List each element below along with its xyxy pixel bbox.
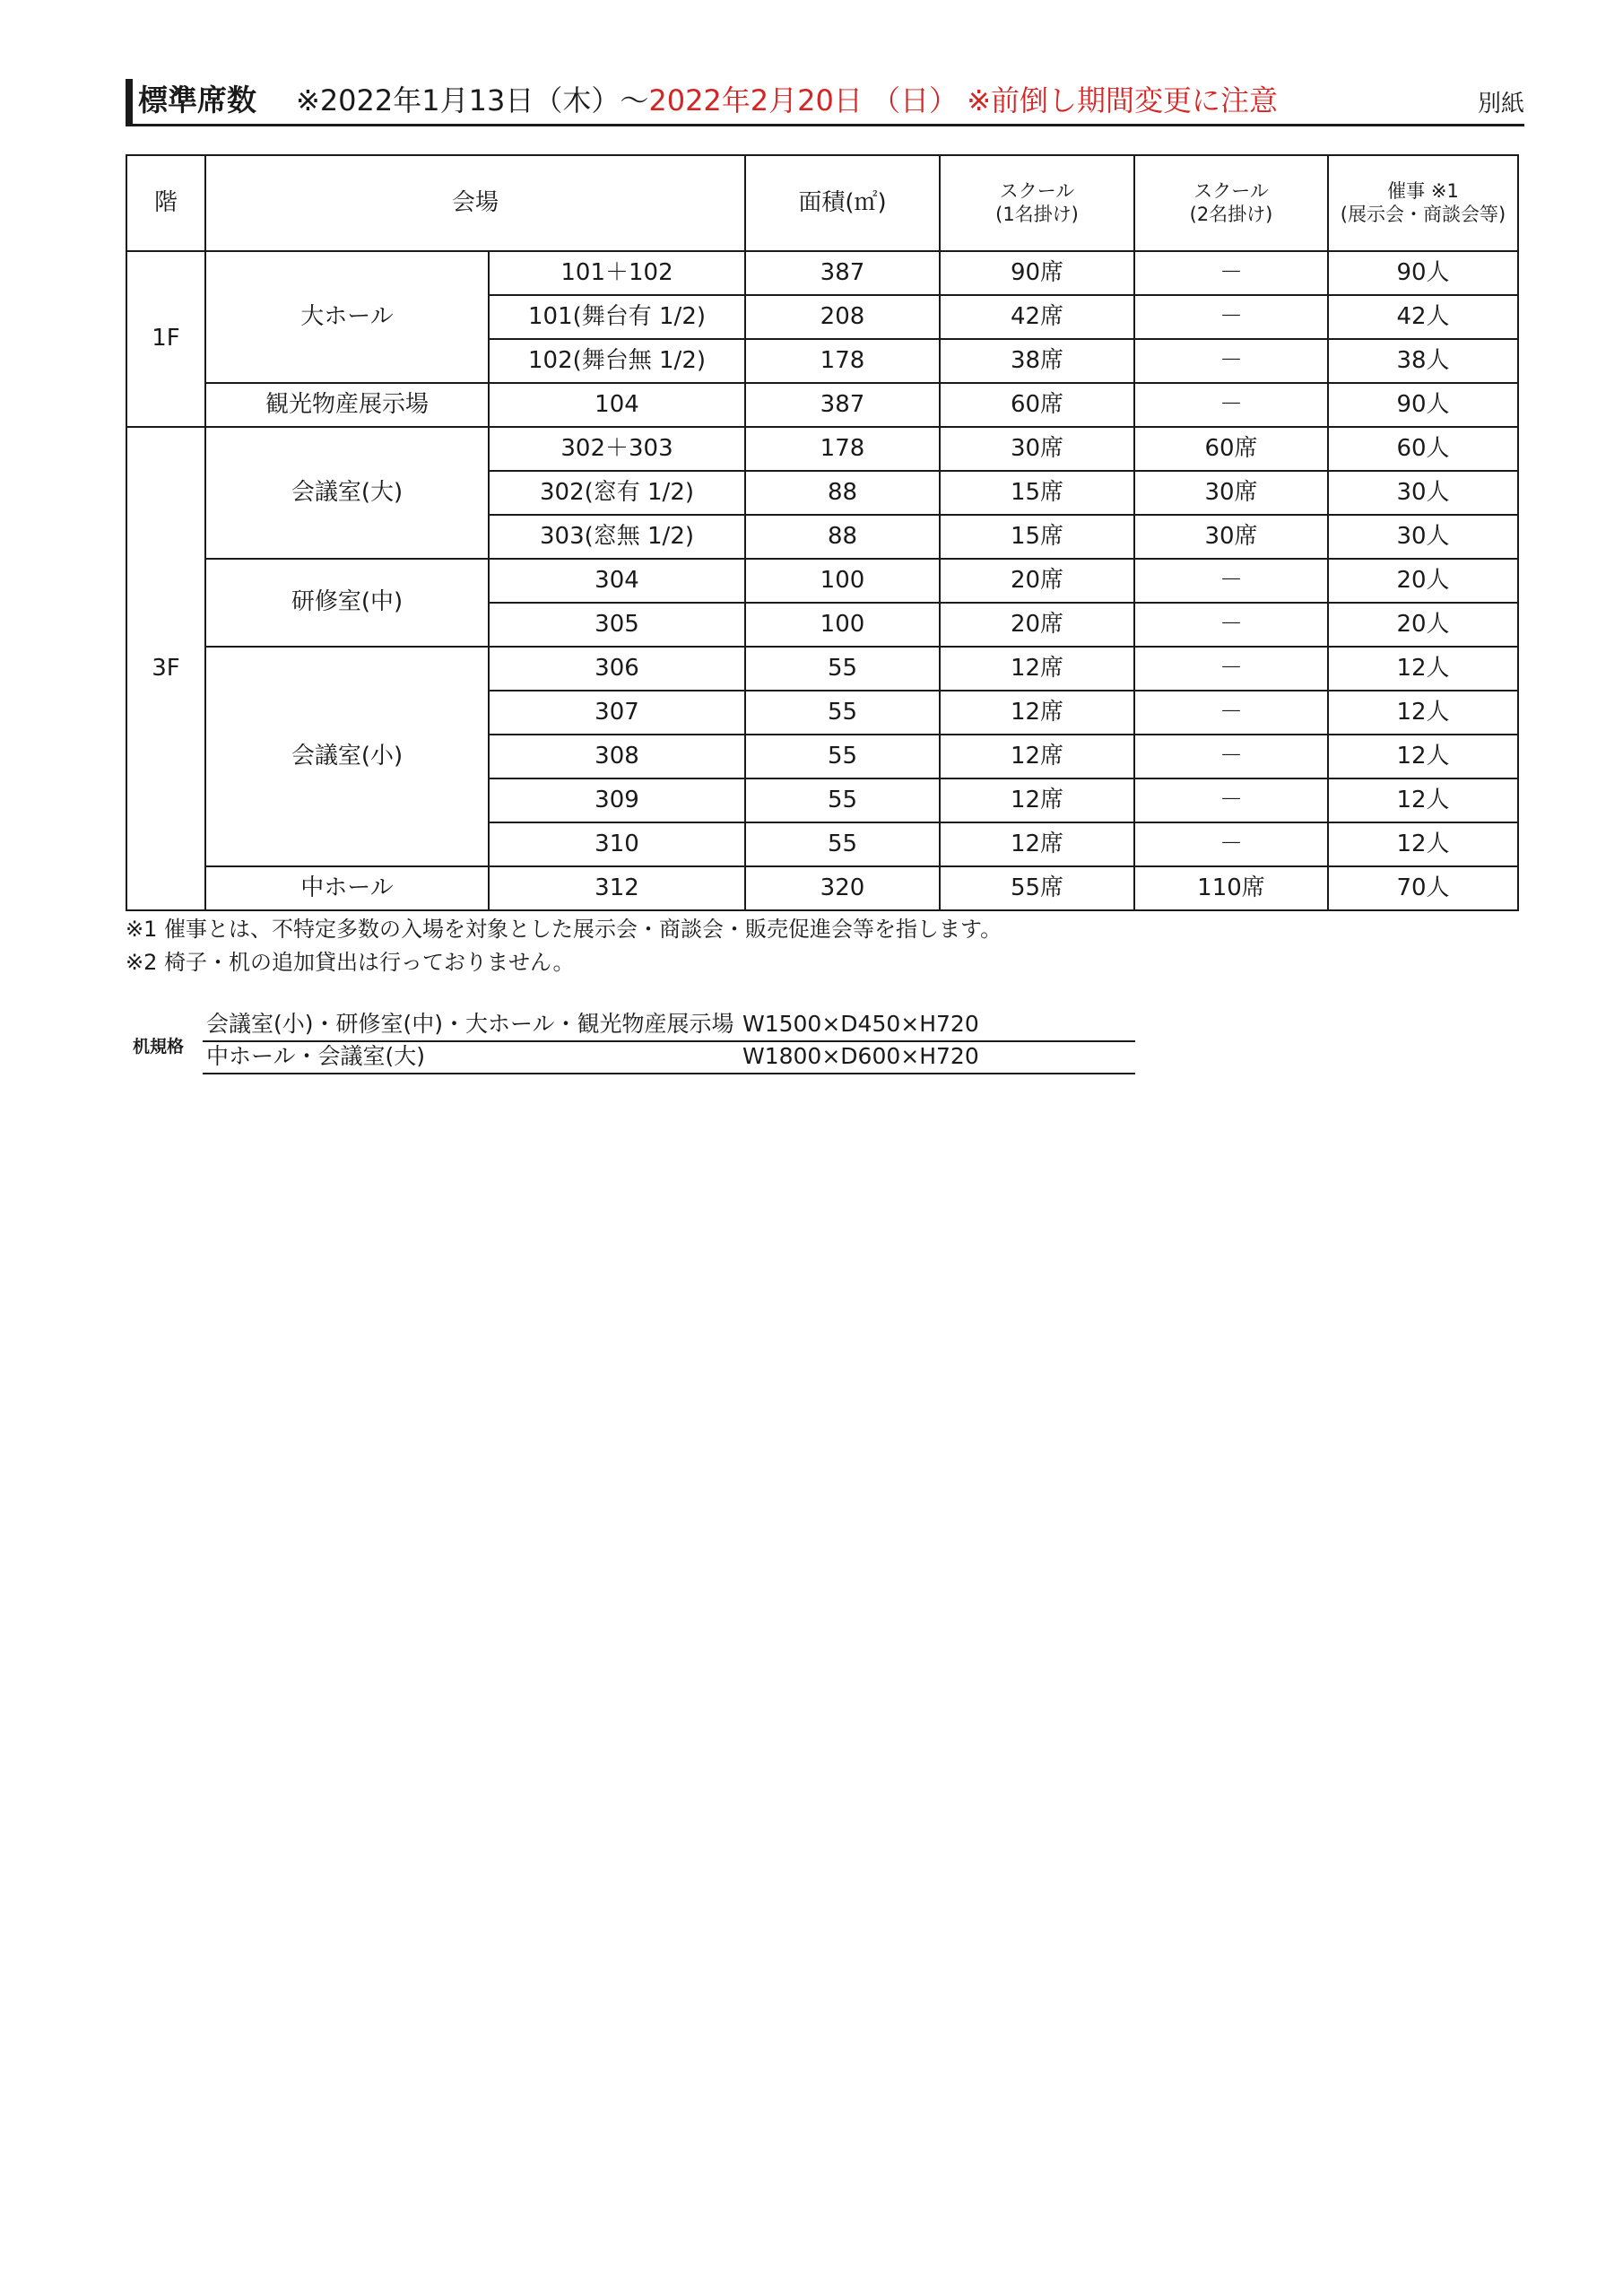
room-cell: 306 [489,647,745,691]
group-cell: 大ホール [205,251,489,383]
school1-cell: 12席 [940,735,1134,778]
area-cell: 55 [745,735,940,778]
table-row [126,427,1518,471]
school2-cell: － [1134,339,1328,383]
group-cell: 観光物産展示場 [205,383,489,427]
page-header [126,79,1524,126]
event-cell: 12人 [1328,822,1518,866]
room-cell: 101＋102 [489,251,745,295]
room-cell: 302＋303 [489,427,745,471]
area-cell: 387 [745,383,940,427]
room-cell: 305 [489,603,745,647]
footnotes [126,913,1002,979]
school2-cell: － [1134,647,1328,691]
event-cell: 12人 [1328,691,1518,735]
room-cell: 102(舞台無 1/2) [489,339,745,383]
seat-table [126,154,1519,911]
period-start: ※2022年1月13日（木）～ [296,83,649,117]
event-cell: 60人 [1328,427,1518,471]
area-cell: 178 [745,339,940,383]
school2-cell: 110席 [1134,866,1328,910]
school1-cell: 12席 [940,778,1134,822]
event-cell: 12人 [1328,647,1518,691]
school1-cell: 20席 [940,559,1134,603]
group-cell: 研修室(中) [205,559,489,647]
group-cell: 会議室(小) [205,647,489,866]
area-cell: 55 [745,778,940,822]
room-cell: 303(窓無 1/2) [489,515,745,559]
school2-cell: － [1134,778,1328,822]
school2-cell: － [1134,295,1328,339]
area-cell: 55 [745,691,940,735]
school1-cell: 38席 [940,339,1134,383]
header-accent-bar [126,79,133,124]
area-cell: 387 [745,251,940,295]
school2-cell: 30席 [1134,471,1328,515]
school2-cell: 60席 [1134,427,1328,471]
desk-spec-table [126,1010,1139,1082]
floor-cell: 3F [126,427,205,910]
table-header-row [126,155,1518,251]
area-cell: 208 [745,295,940,339]
school1-cell: 12席 [940,647,1134,691]
area-cell: 178 [745,427,940,471]
event-cell: 12人 [1328,735,1518,778]
school1-cell: 42席 [940,295,1134,339]
school1-cell: 12席 [940,691,1134,735]
desk-spec-venues: 中ホール・会議室(大) [206,1043,426,1069]
desk-spec-venues: 会議室(小)・研修室(中)・大ホール・観光物産展示場 [206,1011,734,1037]
period-text [296,83,1278,118]
header-event: 催事 ※1 (展示会・商談会等) [1328,155,1518,251]
school2-cell: － [1134,559,1328,603]
table-row [126,383,1518,427]
school1-cell: 20席 [940,603,1134,647]
area-cell: 320 [745,866,940,910]
event-cell: 38人 [1328,339,1518,383]
event-cell: 20人 [1328,559,1518,603]
page-title: 標準席数 [138,83,256,117]
room-cell: 302(窓有 1/2) [489,471,745,515]
event-cell: 30人 [1328,515,1518,559]
header-venue: 会場 [205,155,745,251]
event-cell: 90人 [1328,383,1518,427]
room-cell: 307 [489,691,745,735]
attachment-label: 別紙 [1477,91,1524,117]
school2-cell: － [1134,735,1328,778]
desk-spec-label: 机規格 [133,1037,185,1057]
school2-cell: － [1134,691,1328,735]
area-cell: 88 [745,471,940,515]
school1-cell: 60席 [940,383,1134,427]
area-cell: 100 [745,603,940,647]
table-row [126,866,1518,910]
table-row [126,559,1518,603]
school1-cell: 55席 [940,866,1134,910]
school2-cell: － [1134,603,1328,647]
footnote-1: ※1 催事とは、不特定多数の入場を対象とした展示会・商談会・販売促進会等を指します。 [126,917,1002,942]
area-cell: 55 [745,647,940,691]
room-cell: 308 [489,735,745,778]
school2-cell: － [1134,383,1328,427]
desk-spec-size: W1500×D450×H720 [742,1011,979,1037]
header-school-single: スクール (1名掛け) [940,155,1134,251]
school2-cell: － [1134,822,1328,866]
group-cell: 中ホール [205,866,489,910]
school1-cell: 15席 [940,471,1134,515]
footnote-2: ※2 椅子・机の追加貸出は行っておりません。 [126,950,575,975]
header-floor: 階 [126,155,205,251]
event-cell: 20人 [1328,603,1518,647]
school2-cell: 30席 [1134,515,1328,559]
floor-cell: 1F [126,251,205,427]
period-end-notice: 2022年2月20日 （日） ※前倒し期間変更に注意 [648,83,1279,117]
header-school-double: スクール (2名掛け) [1134,155,1328,251]
desk-spec-row [203,1042,1135,1074]
event-cell: 70人 [1328,866,1518,910]
event-cell: 30人 [1328,471,1518,515]
desk-spec-row [203,1010,1135,1042]
room-cell: 309 [489,778,745,822]
room-cell: 304 [489,559,745,603]
school1-cell: 15席 [940,515,1134,559]
school1-cell: 30席 [940,427,1134,471]
school1-cell: 90席 [940,251,1134,295]
event-cell: 12人 [1328,778,1518,822]
header-area: 面積(㎡) [745,155,940,251]
event-cell: 42人 [1328,295,1518,339]
school2-cell: － [1134,251,1328,295]
area-cell: 55 [745,822,940,866]
room-cell: 310 [489,822,745,866]
room-cell: 104 [489,383,745,427]
event-cell: 90人 [1328,251,1518,295]
room-cell: 101(舞台有 1/2) [489,295,745,339]
group-cell: 会議室(大) [205,427,489,559]
area-cell: 100 [745,559,940,603]
room-cell: 312 [489,866,745,910]
school1-cell: 12席 [940,822,1134,866]
area-cell: 88 [745,515,940,559]
table-row [126,647,1518,691]
table-row [126,251,1518,295]
desk-spec-size: W1800×D600×H720 [742,1043,979,1069]
